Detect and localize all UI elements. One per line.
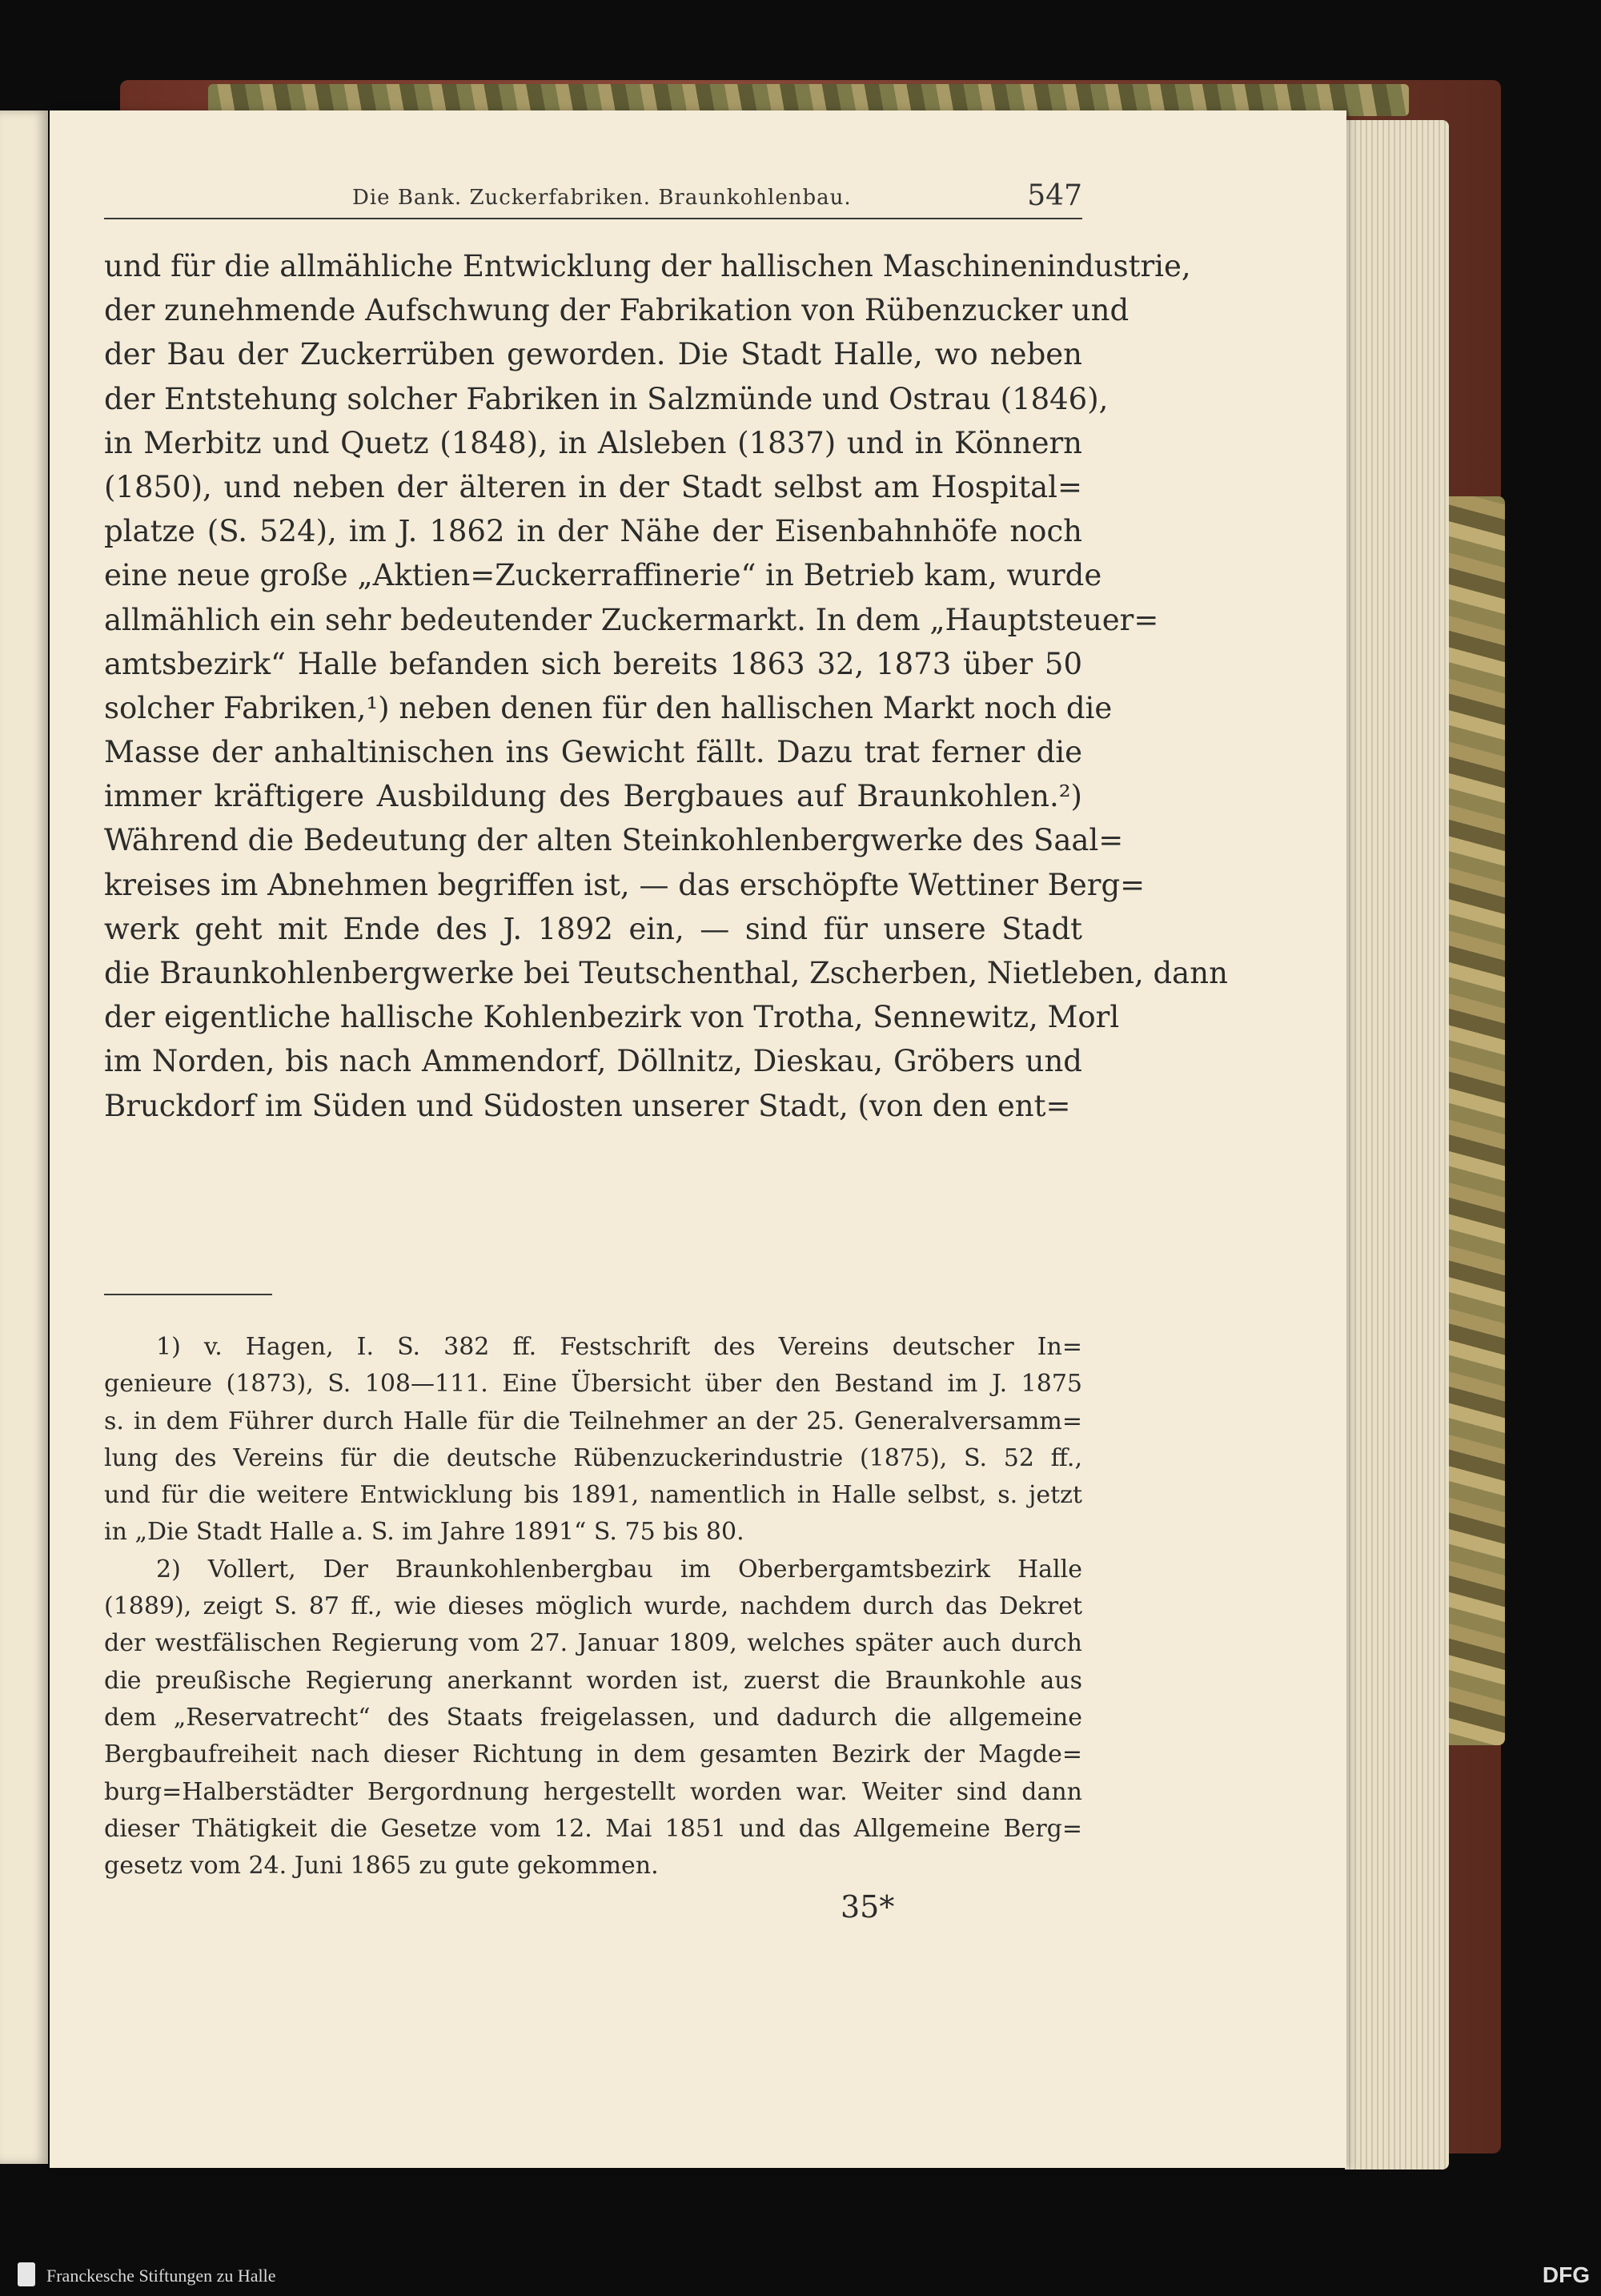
body-line: immer kräftigere Ausbildung des Bergbaues auf Braunkohlen.²) [104, 779, 1082, 814]
footnote-line: Bergbaufreiheit nach dieser Richtung in dem gesamten Bezirk der Magde= [104, 1740, 1082, 1769]
viewer-footer [0, 2256, 1601, 2296]
body-line: der eigentliche hallische Kohlenbezirk von Trotha, Sennewitz, Morl [104, 1000, 1120, 1035]
body-line: kreises im Abnehmen begriffen ist, — das erschöpfte Wettiner Berg= [104, 867, 1146, 902]
page-header [104, 179, 1082, 219]
footnote-line: und für die weitere Entwicklung bis 1891, namentlich in Halle selbst, s. jetzt [104, 1481, 1082, 1510]
body-line: und für die allmähliche Entwicklung der hallischen Maschinenindustrie, [104, 249, 1191, 283]
body-line: Während die Bedeutung der alten Steinkohlenbergwerke des Saal= [104, 823, 1124, 858]
footnote-line: die preußische Regierung anerkannt worden ist, zuerst die Braunkohle aus [104, 1666, 1082, 1695]
footnote-line: gesetz vom 24. Juni 1865 zu gute gekommen. [104, 1852, 659, 1881]
page-edges [1345, 120, 1449, 2170]
body-text [104, 244, 1228, 1128]
running-head: Die Bank. Zuckerfabriken. Braunkohlenbau. [352, 186, 852, 210]
body-line: der Bau der Zuckerrüben geworden. Die Stadt Halle, wo neben [104, 337, 1082, 372]
body-line: werk geht mit Ende des J. 1892 ein, — sind für unsere Stadt [104, 911, 1082, 946]
body-line: die Braunkohlenbergwerke bei Teutschenthal, Zscherben, Nietleben, dann [104, 956, 1228, 990]
footnote-line: dieser Thätigkeit die Gesetze vom 12. Mai 1851 und das Allgemeine Berg= [104, 1814, 1082, 1843]
dfg-logo: DFG [1542, 2262, 1590, 2287]
body-line: allmählich ein sehr bedeutender Zuckermarkt. In dem „Hauptsteuer= [104, 602, 1159, 637]
signature-mark: 35* [841, 1889, 895, 1925]
page-number: 547 [1027, 179, 1082, 212]
left-page-edge [0, 110, 48, 2164]
footnote-line: in „Die Stadt Halle a. S. im Jahre 1891“ S. 75 bis 80. [104, 1518, 744, 1547]
body-line: im Norden, bis nach Ammendorf, Döllnitz, Dieskau, Gröbers und [104, 1044, 1082, 1079]
footnote-line: lung des Vereins für die deutsche Rübenzuckerindustrie (1875), S. 52 ff., [104, 1443, 1082, 1472]
footnote-line: der westfälischen Regierung vom 27. Januar 1809, welches später auch durch [104, 1629, 1082, 1658]
institution-name: Franckesche Stiftungen zu Halle [46, 2266, 276, 2286]
footnote-line: s. in dem Führer durch Halle für die Teilnehmer an der 25. Generalversamm= [104, 1407, 1082, 1435]
footnotes [104, 1329, 1082, 1885]
footnote-line: burg=Halberstädter Bergordnung hergestellt worden war. Weiter sind dann [104, 1777, 1082, 1806]
body-line: Masse der anhaltinischen ins Gewicht fällt. Dazu trat ferner die [104, 735, 1082, 770]
body-line: Bruckdorf im Süden und Südosten unserer Stadt, (von den ent= [104, 1088, 1071, 1123]
body-line: solcher Fabriken,¹) neben denen für den hallischen Markt noch die [104, 690, 1113, 725]
institution-logo-icon [18, 2262, 35, 2286]
footnote-line: (1889), zeigt S. 87 ff., wie dieses möglich wurde, nachdem durch das Dekret [104, 1592, 1082, 1621]
footnote-line: genieure (1873), S. 108—111. Eine Übersicht über den Bestand im J. 1875 [104, 1370, 1082, 1399]
body-line: platze (S. 524), im J. 1862 in der Nähe der Eisenbahnhöfe noch [104, 514, 1082, 549]
body-line: der Entstehung solcher Fabriken in Salzmünde und Ostrau (1846), [104, 381, 1109, 416]
body-line: (1850), und neben der älteren in der Stadt selbst am Hospital= [104, 469, 1082, 504]
footnote-line: dem „Reservatrecht“ des Staats freigelassen, und dadurch die allgemeine [104, 1703, 1082, 1732]
body-line: in Merbitz und Quetz (1848), in Alsleben (1837) und in Könnern [104, 425, 1082, 460]
footnote-rule [104, 1294, 272, 1295]
body-line: der zunehmende Aufschwung der Fabrikation von Rübenzucker und [104, 293, 1130, 328]
footnote-line: 2) Vollert, Der Braunkohlenbergbau im Oberbergamtsbezirk Halle [156, 1555, 1082, 1584]
body-line: amtsbezirk“ Halle befanden sich bereits 1863 32, 1873 über 50 [104, 646, 1082, 681]
footnote-line: 1) v. Hagen, I. S. 382 ff. Festschrift des Vereins deutscher In= [156, 1333, 1082, 1361]
body-line: eine neue große „Aktien=Zuckerraffinerie“ in Betrieb kam, wurde [104, 558, 1102, 593]
